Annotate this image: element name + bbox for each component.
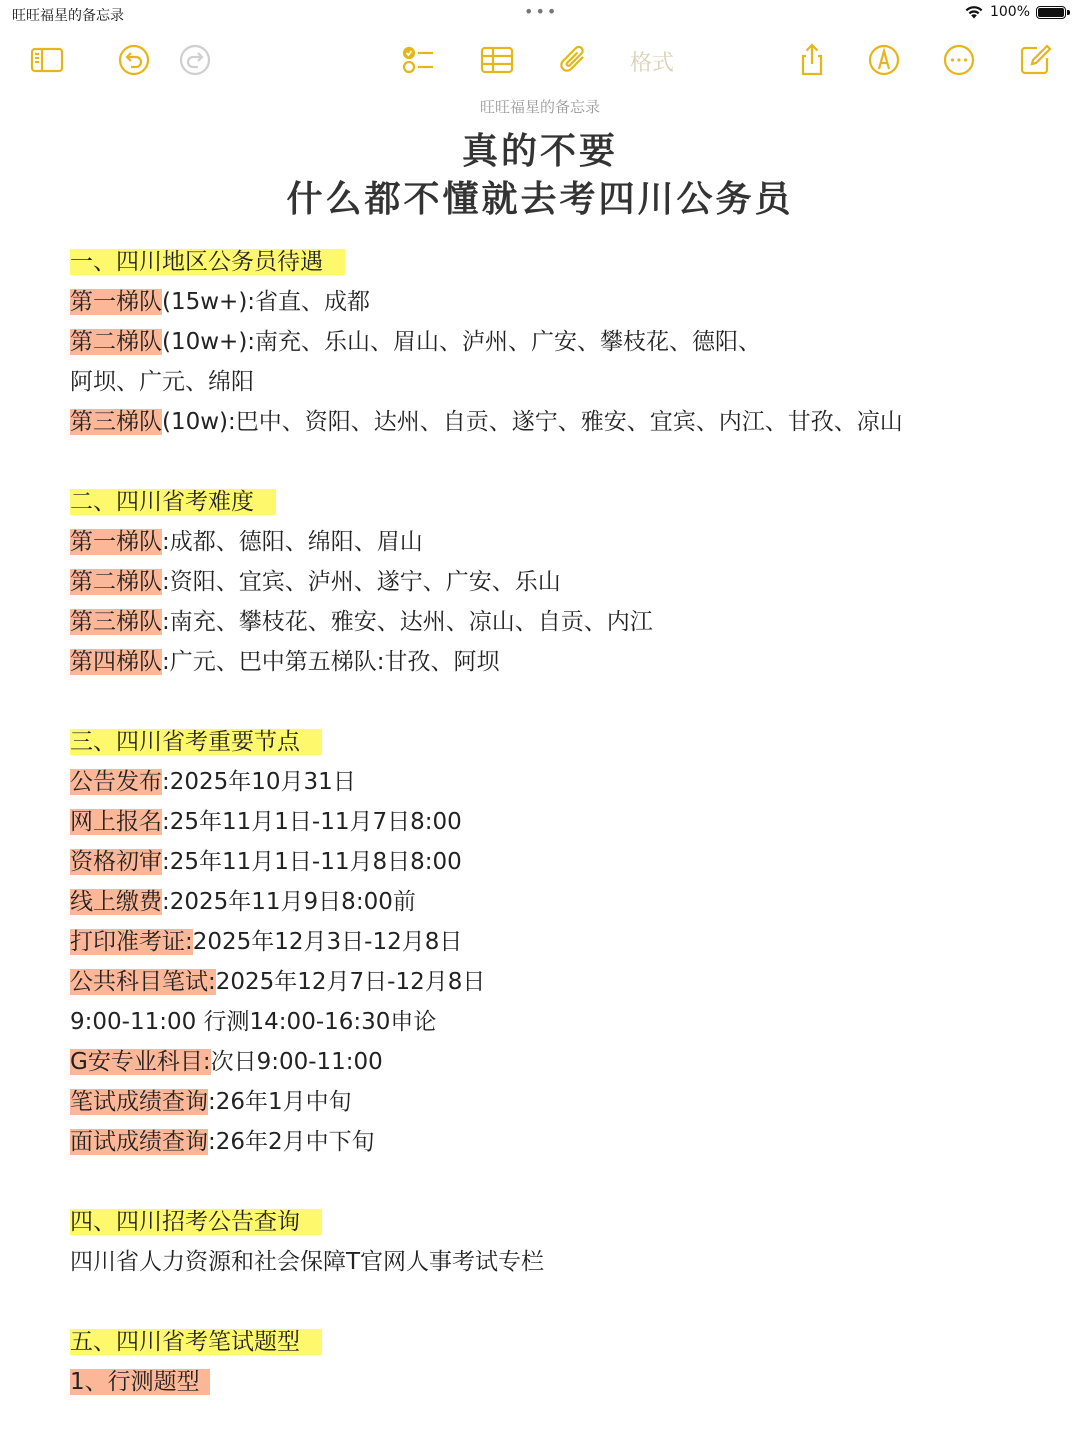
tier-text: :南充、攀枝花、雅安、达州、凉山、自贡、内江	[162, 609, 653, 635]
compose-icon	[1017, 42, 1053, 78]
tier-label: 第四梯队	[70, 649, 162, 675]
status-app-name: 旺旺福星的备忘录	[12, 8, 124, 24]
tier-label: 第二梯队	[70, 569, 162, 595]
battery-icon	[1036, 6, 1066, 19]
more-options-button[interactable]	[937, 38, 981, 82]
section-5-heading: 五、四川省考笔试题型	[70, 1329, 322, 1355]
list-item	[70, 762, 1030, 802]
milestone-label: 资格初审	[70, 849, 162, 875]
section-2-heading: 二、四川省考难度	[70, 489, 276, 515]
list-item	[70, 842, 1030, 882]
section-heading	[70, 722, 1030, 762]
list-item	[70, 922, 1030, 962]
attachment-button[interactable]	[552, 38, 596, 82]
milestone-date: :2025年11月9日8:00前	[162, 889, 416, 915]
section-heading	[70, 1322, 1030, 1362]
note-body[interactable]	[70, 242, 1030, 1402]
battery-percentage: 100%	[989, 4, 1030, 20]
battery-tip	[1067, 10, 1070, 15]
milestone-label: 网上报名	[70, 809, 162, 835]
blank-line	[70, 682, 1030, 722]
sidebar-toggle-button[interactable]	[25, 38, 69, 82]
milestone-label: 线上缴费	[70, 889, 162, 915]
milestone-date: :2025年10月31日	[162, 769, 356, 795]
milestone-date: 2025年12月7日-12月8日	[215, 969, 486, 995]
note-owner-label: 旺旺福星的备忘录	[479, 98, 600, 116]
table-icon	[479, 42, 515, 78]
section-heading	[70, 242, 1030, 282]
tier-text: :广元、巴中第五梯队:甘孜、阿坝	[162, 649, 500, 675]
list-item	[70, 362, 1030, 402]
redo-button[interactable]	[173, 38, 217, 82]
tier-label: 第一梯队	[70, 289, 162, 315]
pen-markup-icon	[866, 42, 902, 78]
list-item	[70, 1042, 1030, 1082]
wifi-icon	[964, 4, 984, 20]
section-heading	[70, 1202, 1030, 1242]
note-title[interactable]	[0, 128, 1080, 224]
milestone-label: 打印准考证:	[70, 929, 193, 955]
list-item	[70, 1082, 1030, 1122]
list-item	[70, 1002, 1030, 1042]
list-item	[70, 402, 1030, 442]
list-item	[70, 1122, 1030, 1162]
section-3-heading: 三、四川省考重要节点	[70, 729, 322, 755]
subheading-exam-type: 1、行测题型	[70, 1369, 210, 1395]
announcement-source: 四川省人力资源和社会保障T官网人事考试专栏	[70, 1249, 545, 1275]
list-item	[70, 522, 1030, 562]
redo-icon	[177, 42, 213, 78]
tier-label: 第三梯队	[70, 409, 162, 435]
list-item	[70, 322, 1030, 362]
section-heading	[70, 482, 1030, 522]
milestone-label: 笔试成绩查询	[70, 1089, 208, 1115]
milestone-date: :25年11月1日-11月8日8:00	[162, 849, 462, 875]
tier-text: 阿坝、广元、绵阳	[70, 369, 254, 395]
table-button[interactable]	[475, 38, 519, 82]
milestone-label: G安专业科目:	[70, 1049, 211, 1075]
milestone-label: 面试成绩查询	[70, 1129, 208, 1155]
milestone-date: :26年2月中下旬	[208, 1129, 375, 1155]
undo-button[interactable]	[112, 38, 156, 82]
list-item	[70, 282, 1030, 322]
milestone-date: 次日9:00-11:00	[210, 1049, 383, 1075]
tier-text: :资阳、宜宾、泸州、遂宁、广安、乐山	[162, 569, 561, 595]
tier-text: (15w+):省直、成都	[162, 289, 371, 315]
milestone-label: 公共科目笔试:	[70, 969, 216, 995]
list-item	[70, 882, 1030, 922]
sidebar-icon	[29, 42, 65, 78]
tier-text: (10w):巴中、资阳、达州、自贡、遂宁、雅安、宜宾、内江、甘孜、凉山	[162, 409, 903, 435]
list-item	[70, 802, 1030, 842]
tier-label: 第二梯队	[70, 329, 162, 355]
paperclip-icon	[556, 42, 592, 78]
format-button[interactable]: 格式	[630, 51, 675, 76]
multitasking-dots[interactable]: •••	[524, 2, 559, 21]
checklist-icon	[400, 42, 436, 78]
ellipsis-circle-icon	[941, 42, 977, 78]
share-icon	[794, 42, 830, 78]
blank-line	[70, 442, 1030, 482]
undo-icon	[116, 42, 152, 78]
tier-label: 第三梯队	[70, 609, 162, 635]
milestone-date: 9:00-11:00 行测14:00-16:30申论	[70, 1009, 437, 1035]
milestone-date: 2025年12月3日-12月8日	[192, 929, 463, 955]
note-title-line-2: 什么都不懂就去考四川公务员	[286, 179, 794, 220]
list-item	[70, 1242, 1030, 1282]
milestone-label: 公告发布	[70, 769, 162, 795]
notes-toolbar	[0, 38, 1080, 84]
share-button[interactable]	[790, 38, 834, 82]
blank-line	[70, 1282, 1030, 1322]
note-title-line-1: 真的不要	[461, 131, 618, 172]
milestone-date: :25年11月1日-11月7日8:00	[162, 809, 462, 835]
milestone-date: :26年1月中旬	[208, 1089, 352, 1115]
compose-button[interactable]	[1013, 38, 1057, 82]
list-item	[70, 562, 1030, 602]
tier-text: :成都、德阳、绵阳、眉山	[162, 529, 423, 555]
markup-button[interactable]	[862, 38, 906, 82]
section-4-heading: 四、四川招考公告查询	[70, 1209, 322, 1235]
status-bar	[0, 0, 1080, 26]
tier-text: (10w+):南充、乐山、眉山、泸州、广安、攀枝花、德阳、	[162, 329, 762, 355]
list-item	[70, 602, 1030, 642]
list-item	[70, 1362, 1030, 1402]
section-1-heading: 一、四川地区公务员待遇	[70, 249, 345, 275]
status-indicators	[964, 4, 1070, 20]
list-item	[70, 962, 1030, 1002]
checklist-button[interactable]	[396, 38, 440, 82]
blank-line	[70, 1162, 1030, 1202]
tier-label: 第一梯队	[70, 529, 162, 555]
list-item	[70, 642, 1030, 682]
